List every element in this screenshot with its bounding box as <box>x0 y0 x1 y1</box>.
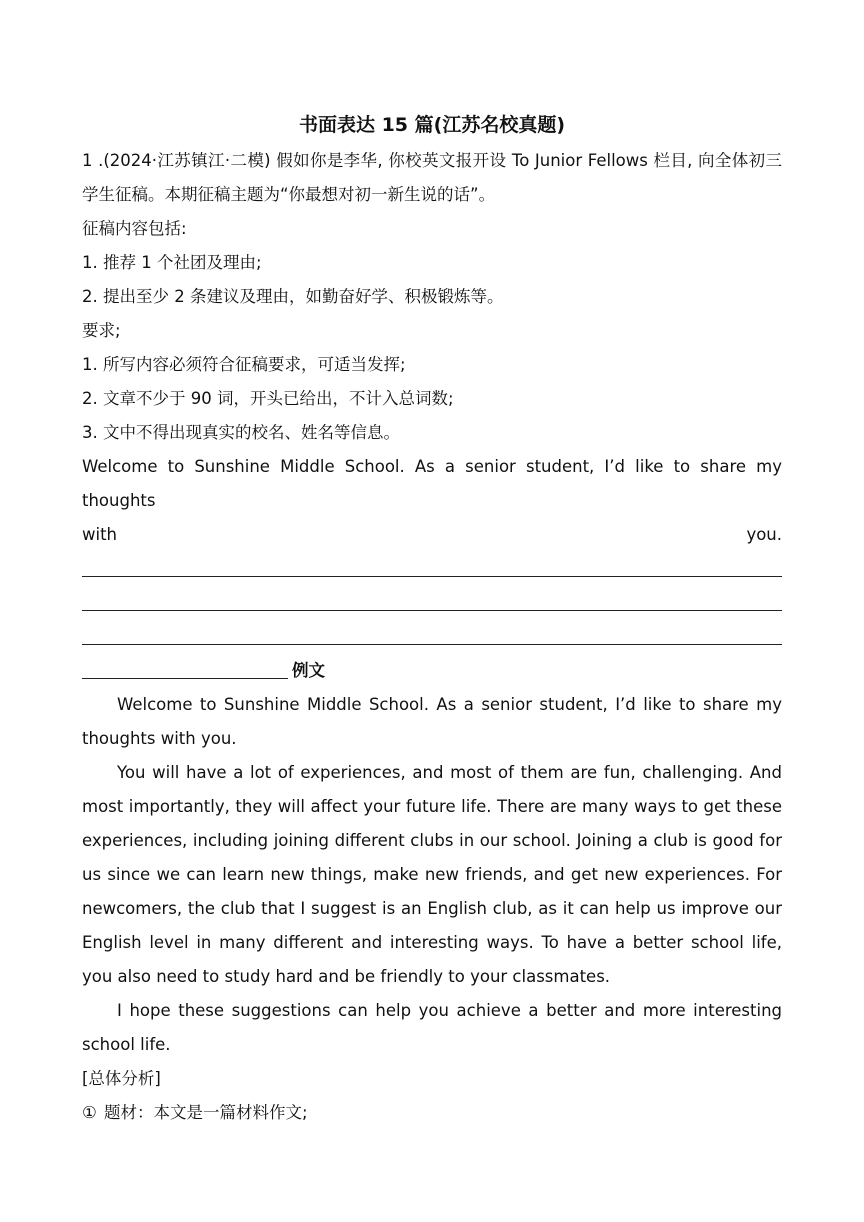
sample-paragraph: You will have a lot of experiences, and most of them are fun, challenging. And most importantly, they will affect your future life. There are many ways to get these experiences, including joining different clubs in our school. Joining a club is good for us since we can learn new things, make new friends, and get new experiences. For newcomers, the club that I suggest is an English club, as it can help us improve our English level in many different and interesting ways. To have a better school life, you also need to study hard and be friendly to your classmates. <box>82 763 782 986</box>
requirement-item: 3. 文中不得出现真实的校名、姓名等信息。 <box>82 423 400 442</box>
content-item: 2. 提出至少 2 条建议及理由，如勤奋好学、积极锻炼等。 <box>82 287 504 306</box>
answer-line <box>82 620 782 654</box>
requirement-item: 2. 文章不少于 90 词，开头已给出，不计入总词数; <box>82 389 454 408</box>
sample-heading-row <box>82 654 782 688</box>
opening-line: Welcome to Sunshine Middle School. As a senior student, I’d like to share my thoughts <box>82 457 782 510</box>
answer-line <box>82 552 782 586</box>
page-title: 书面表达 15 篇(江苏名校真题) <box>298 114 566 136</box>
analysis-heading: [总体分析] <box>82 1069 161 1088</box>
answer-line <box>82 586 782 620</box>
content-heading: 征稿内容包括: <box>82 219 187 238</box>
question-intro: 1 .(2024·江苏镇江·二模) 假如你是李华, 你校英文报开设 To Junior Fellows 栏目, 向全体初三学生征稿。本期征稿主题为“你最想对初一新生说的话”。 <box>82 151 782 204</box>
requirements-heading: 要求; <box>82 321 121 340</box>
sample-heading: 例文 <box>292 661 325 680</box>
content-item: 1. 推荐 1 个社团及理由; <box>82 253 262 272</box>
sample-paragraph: Welcome to Sunshine Middle School. As a senior student, I’d like to share my thoughts with you. <box>82 695 782 748</box>
opening-word-with: with <box>82 525 118 544</box>
opening-word-you: you. <box>746 525 782 544</box>
analysis-item-text: 题材：本文是一篇材料作文; <box>104 1103 308 1122</box>
answer-line-short <box>82 678 288 679</box>
analysis-item <box>82 1096 782 1130</box>
requirement-item: 1. 所写内容必须符合征稿要求，可适当发挥; <box>82 355 406 374</box>
sample-paragraph: I hope these suggestions can help you achieve a better and more interesting school life. <box>82 1001 782 1054</box>
opening-line-continued <box>82 518 782 552</box>
circled-number-one: ① <box>82 1103 97 1122</box>
